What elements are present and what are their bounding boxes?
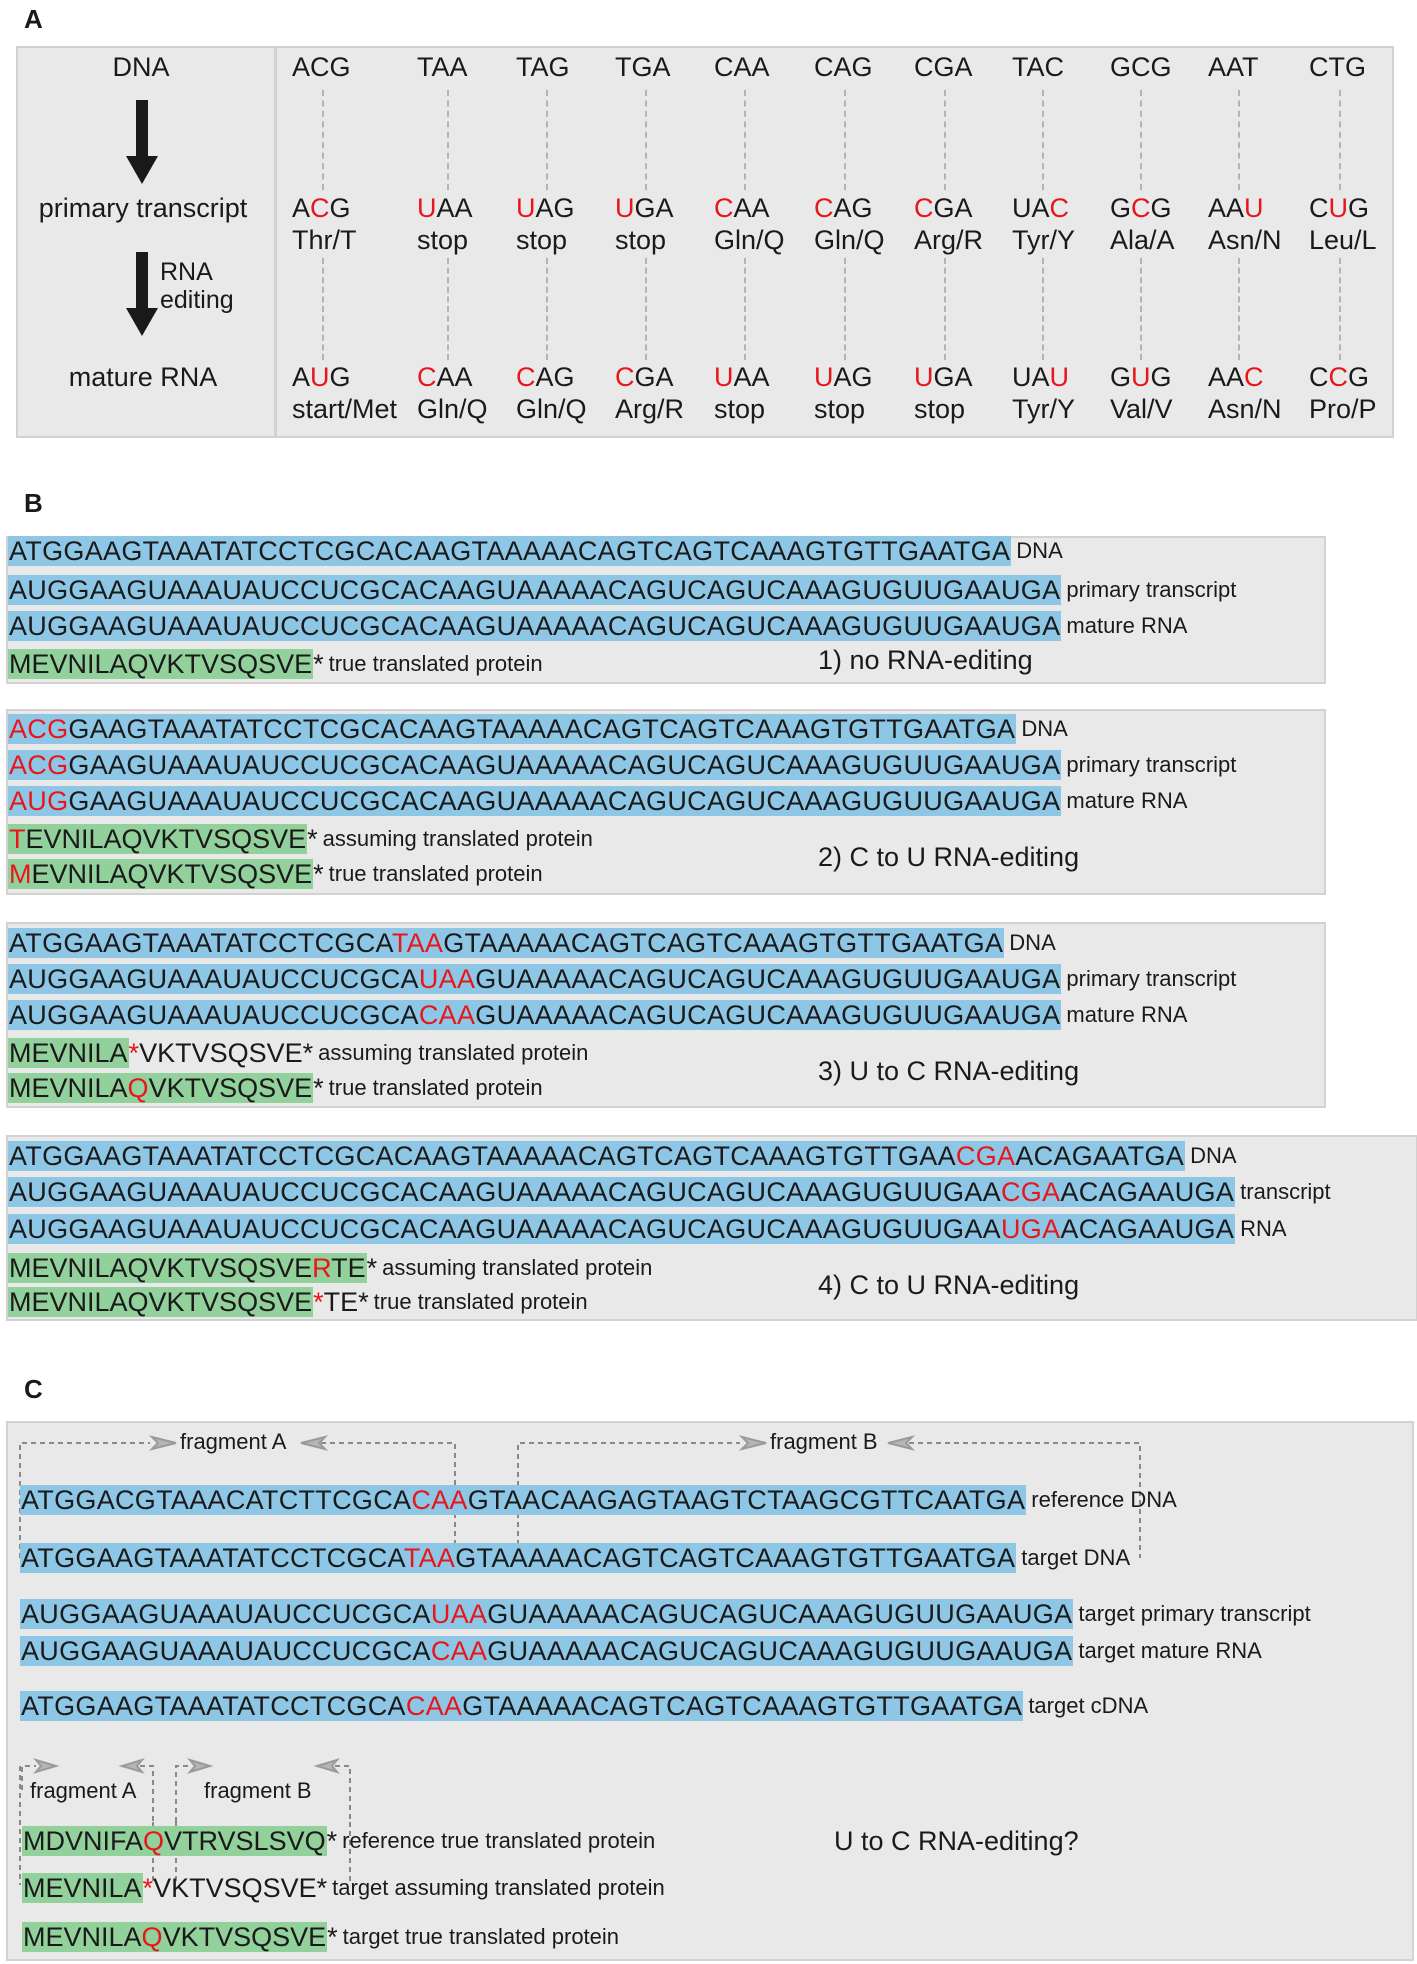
- row-label-mature-rna: mature RNA: [68, 362, 218, 392]
- protein-row-segment: EVNILAQVKTVSQSVE: [31, 859, 313, 889]
- protein-row-tail: *: [307, 824, 318, 854]
- protein-row-segment: TE: [331, 1253, 366, 1283]
- codon-mature-aa: stop: [714, 394, 766, 424]
- protein-row-label: true translated protein: [328, 651, 543, 676]
- sequence-row-segment: CAA: [405, 1691, 463, 1721]
- protein-row-segment: MEVNILAQVKTVSQSVE: [9, 1287, 313, 1317]
- sequence-row-segment: CGA: [955, 1141, 1016, 1171]
- protein-row-tail: *: [313, 1073, 324, 1103]
- codon-mature-part: U: [1049, 362, 1070, 392]
- codon-dna: TAG: [516, 52, 570, 82]
- sequence-row-segment: ACG: [9, 714, 69, 744]
- codon-mature-part: AA: [733, 362, 770, 392]
- codon-mature-aa: Asn/N: [1208, 394, 1282, 424]
- sequence-row-segment: ATGGAAGTAAATATCCTCGCA: [21, 1543, 404, 1573]
- sequence-row-label: target primary transcript: [1078, 1601, 1311, 1626]
- sequence-row-sequence: [20, 1691, 1023, 1721]
- case-title: 2) C to U RNA-editing: [818, 842, 1080, 872]
- codon-mature-aa: start/Met: [292, 394, 398, 424]
- codon-mature-part: UA: [1012, 362, 1050, 392]
- sequence-row-segment: AUGGAAGUAAAUAUCCUCGCACAAGUAAAAACAGUCAGUCAAAGUGUUGAA: [9, 1214, 1001, 1244]
- codon-primary-part: G: [1110, 193, 1132, 223]
- sequence-row-label: target mature RNA: [1078, 1638, 1262, 1663]
- codon-dna: TAC: [1012, 52, 1064, 82]
- codon-dna: CGA: [914, 52, 973, 82]
- codon-mature-part: C: [1244, 362, 1264, 392]
- protein-row-tail: *: [326, 1826, 338, 1856]
- fragment-a-label: fragment A: [180, 1429, 287, 1454]
- sequence-row-label: mature RNA: [1066, 613, 1188, 638]
- sequence-row-segment: GTAAAAACAGTCAGTCAAAGTGTTGAATGA: [455, 1543, 1016, 1573]
- codon-primary-aa: Leu/L: [1309, 225, 1377, 255]
- codon-mature-part: C: [417, 362, 437, 392]
- protein-row-tail: *: [366, 1253, 378, 1283]
- sequence-row-segment: GUAAAAACAGUCAGUCAAAGUGUUGAAUGA: [487, 1599, 1073, 1629]
- codon-primary-part: C: [714, 193, 734, 223]
- codon-mature-aa: Gln/Q: [516, 394, 587, 424]
- codon-dna: AAT: [1208, 52, 1259, 82]
- codon-primary-part: GA: [634, 193, 674, 223]
- codon-primary-part: U: [615, 193, 635, 223]
- codon-primary-part: U: [1328, 193, 1348, 223]
- codon-mature-aa: stop: [814, 394, 866, 424]
- protein-row-rest: VKTVSQSVE: [153, 1873, 317, 1903]
- codon-primary-part: AA: [733, 193, 770, 223]
- protein-row-segment: MEVNILA: [9, 1038, 128, 1068]
- sequence-row-segment: UAA: [418, 964, 476, 994]
- codon-primary-part: U: [417, 193, 437, 223]
- sequence-row-segment: GTAAAAACAGTCAGTCAAAGTGTTGAATGA: [443, 928, 1004, 958]
- sequence-row-segment: ATGGAAGTAAATATCCTCGCA: [21, 1691, 406, 1721]
- protein-row-label: true translated protein: [373, 1289, 588, 1314]
- protein-row-segment: M: [9, 859, 32, 889]
- protein-row-segment: VKTVSQSVE: [148, 1073, 313, 1103]
- codon-primary-part: C: [1049, 193, 1070, 223]
- protein-row-label: target assuming translated protein: [332, 1875, 665, 1900]
- protein-row: [22, 1826, 655, 1856]
- sequence-row-label: DNA: [1021, 716, 1068, 741]
- codon-mature-part: GA: [634, 362, 674, 392]
- sequence-row-segment: GUAAAAACAGUCAGUCAAAGUGUUGAAUGA: [475, 964, 1061, 994]
- codon-primary-aa: Ala/A: [1110, 225, 1175, 255]
- protein-row-label: target true translated protein: [342, 1924, 620, 1949]
- codon-mature-part: G: [1150, 362, 1172, 392]
- protein-row-rest: TE: [323, 1287, 359, 1317]
- sequence-row-segment: ATGGAAGTAAATATCCTCGCACAAGTAAAAACAGTCAGTCAAAGTGTTGAATGA: [9, 536, 1011, 566]
- sequence-row-segment: AUGGAAGUAAAUAUCCUCGCACAAGUAAAAACAGUCAGUCAAAGUGUUGAAUGA: [9, 575, 1061, 605]
- fragment-b-small-label: fragment B: [204, 1778, 312, 1803]
- fragment-a-small-label: fragment A: [30, 1778, 137, 1803]
- sequence-row-segment: AUGGAAGUAAAUAUCCUCGCACAAGUAAAAACAGUCAGUCAAAGUGUUGAAUGA: [9, 611, 1061, 641]
- sequence-row: [20, 1485, 1177, 1515]
- codon-primary-part: A: [292, 193, 311, 223]
- codon-primary-part: AA: [436, 193, 473, 223]
- protein-row-sequence: [22, 1922, 327, 1952]
- sequence-row-segment: AUGGAAGUAAAUAUCCUCGCA: [9, 1000, 419, 1030]
- protein-row-segment: VTRVSLSVQ: [164, 1826, 326, 1856]
- protein-row-segment: EVNILAQVKTVSQSVE: [25, 824, 307, 854]
- codon-dna: ACG: [292, 52, 351, 82]
- codon-mature-part: A: [292, 362, 311, 392]
- sequence-row-label: transcript: [1240, 1179, 1331, 1204]
- codon-primary-aa: Arg/R: [914, 225, 984, 255]
- panel-b-letter: B: [24, 488, 43, 518]
- sequence-row-segment: UGA: [1000, 1214, 1061, 1244]
- sequence-row-label: DNA: [1190, 1143, 1237, 1168]
- protein-row-segment: R: [312, 1253, 332, 1283]
- protein-row-segment: MEVNILA: [9, 1073, 128, 1103]
- codon-primary-part: C: [814, 193, 834, 223]
- codon-primary-part: AG: [833, 193, 873, 223]
- codon-primary-part: G: [1150, 193, 1172, 223]
- row-label-primary-transcript: primary transcript: [38, 193, 248, 223]
- protein-row-segment: MDVNIFA: [23, 1826, 144, 1856]
- codon-primary-aa: Thr/T: [292, 225, 357, 255]
- sequence-row-segment: CAA: [430, 1636, 488, 1666]
- protein-row: [22, 1922, 619, 1952]
- sequence-row-label: primary transcript: [1066, 752, 1237, 777]
- sequence-row-label: RNA: [1240, 1216, 1287, 1241]
- protein-row-segment: Q: [143, 1826, 165, 1856]
- codon-primary-part: U: [1244, 193, 1264, 223]
- protein-row-segment: Q: [127, 1073, 149, 1103]
- codon-mature-part: U: [714, 362, 734, 392]
- sequence-row-segment: AUGGAAGUAAAUAUCCUCGCACAAGUAAAAACAGUCAGUCAAAGUGUUGAA: [9, 1177, 1001, 1207]
- sequence-row-segment: GUAAAAACAGUCAGUCAAAGUGUUGAAUGA: [475, 1000, 1061, 1030]
- panel-c-letter: C: [24, 1374, 43, 1404]
- protein-row-tail: *: [358, 1287, 369, 1317]
- codon-primary-part: C: [310, 193, 330, 223]
- sequence-row-sequence: [20, 1599, 1073, 1629]
- protein-row-segment: MEVNILAQVKTVSQSVE: [9, 649, 313, 679]
- codon-mature-part: GA: [933, 362, 973, 392]
- sequence-row-segment: ACAGAAUGA: [1060, 1214, 1235, 1244]
- sequence-row-segment: GAAGUAAAUAUCCUCGCACAAGUAAAAACAGUCAGUCAAAGUGUUGAAUGA: [68, 786, 1061, 816]
- fragment-b-label: fragment B: [770, 1429, 878, 1454]
- protein-row-label: assuming translated protein: [322, 826, 593, 851]
- codon-primary-part: C: [1309, 193, 1329, 223]
- protein-row-label: assuming translated protein: [382, 1255, 653, 1280]
- codon-mature-part: AG: [535, 362, 575, 392]
- protein-row-segment: MEVNILAQVKTVSQSVE: [9, 1253, 313, 1283]
- protein-row-segment: VKTVSQSVE: [162, 1922, 327, 1952]
- codon-primary-aa: stop: [417, 225, 469, 255]
- codon-dna: TGA: [615, 52, 671, 82]
- codon-primary-aa: Gln/Q: [814, 225, 885, 255]
- codon-primary-part: GA: [933, 193, 973, 223]
- codon-primary-part: G: [1348, 193, 1370, 223]
- codon-primary-aa: Gln/Q: [714, 225, 785, 255]
- sequence-row: [20, 1636, 1262, 1666]
- codon-mature-part: U: [914, 362, 934, 392]
- protein-row-stop: *: [128, 1038, 140, 1068]
- sequence-row-segment: CAA: [411, 1485, 468, 1515]
- sequence-row-segment: AUG: [9, 786, 69, 816]
- codon-dna: CTG: [1309, 52, 1366, 82]
- sequence-row-sequence: [20, 1485, 1026, 1515]
- sequence-row-label: reference DNA: [1031, 1487, 1177, 1512]
- sequence-row-segment: GAAGUAAAUAUCCUCGCACAAGUAAAAACAGUCAGUCAAAGUGUUGAAUGA: [68, 750, 1061, 780]
- sequence-row-segment: AUGGAAGUAAAUAUCCUCGCA: [9, 964, 419, 994]
- codon-primary-part: G: [329, 193, 351, 223]
- sequence-row-segment: TAA: [403, 1543, 456, 1573]
- codon-primary-aa: Asn/N: [1208, 225, 1282, 255]
- protein-row-label: true translated protein: [328, 1075, 543, 1100]
- protein-row-tail: *: [313, 649, 324, 679]
- codon-dna: CAG: [814, 52, 873, 82]
- codon-dna: CAA: [714, 52, 770, 82]
- codon-mature-part: C: [1309, 362, 1329, 392]
- protein-row-sequence: [22, 1873, 143, 1903]
- protein-row-stop: *: [313, 1287, 324, 1317]
- sequence-row: [20, 1599, 1311, 1629]
- protein-row-label: reference true translated protein: [342, 1828, 656, 1853]
- sequence-row-label: primary transcript: [1066, 577, 1237, 602]
- codon-mature-part: AA: [436, 362, 473, 392]
- sequence-row-sequence: [20, 1636, 1073, 1666]
- sequence-row-segment: ATGGACGTAAACATCTTCGCA: [21, 1485, 412, 1515]
- codon-mature-part: U: [1131, 362, 1151, 392]
- protein-row: [22, 1873, 665, 1903]
- sequence-row-segment: UAA: [430, 1599, 488, 1629]
- sequence-row: [20, 1691, 1148, 1721]
- sequence-row-segment: ACG: [9, 750, 69, 780]
- codon-mature-part: AG: [833, 362, 873, 392]
- codon-mature-part: G: [1110, 362, 1132, 392]
- protein-row-tail: *: [316, 1873, 328, 1903]
- codon-primary-part: C: [914, 193, 934, 223]
- protein-row-sequence: [22, 1826, 327, 1856]
- codon-primary-part: C: [1131, 193, 1151, 223]
- sequence-row-segment: AUGGAAGUAAAUAUCCUCGCA: [21, 1636, 431, 1666]
- protein-row-label: true translated protein: [328, 861, 543, 886]
- question-label: U to C RNA-editing?: [834, 1826, 1079, 1856]
- sequence-row-segment: ACAGAAUGA: [1060, 1177, 1235, 1207]
- protein-row-segment: MEVNILA: [23, 1922, 142, 1952]
- protein-row-label: assuming translated protein: [318, 1040, 589, 1065]
- codon-primary-part: U: [516, 193, 536, 223]
- protein-row-segment: T: [9, 824, 26, 854]
- sequence-row-label: target cDNA: [1028, 1693, 1149, 1718]
- sequence-row-segment: TAA: [391, 928, 444, 958]
- codon-mature-aa: stop: [914, 394, 966, 424]
- codon-mature-part: C: [516, 362, 536, 392]
- sequence-row-label: DNA: [1016, 538, 1063, 563]
- sequence-row-segment: CAA: [418, 1000, 476, 1030]
- protein-row-stop: *: [142, 1873, 154, 1903]
- codon-primary-aa: Tyr/Y: [1012, 225, 1076, 255]
- sequence-row-segment: GTAACAAGAGTAAGTCTAAGCGTTCAATGA: [467, 1485, 1026, 1515]
- codon-primary-part: AA: [1208, 193, 1245, 223]
- sequence-row: [20, 1543, 1130, 1573]
- protein-row-tail: *: [302, 1038, 314, 1068]
- sequence-row-label: mature RNA: [1066, 1002, 1188, 1027]
- codon-dna: TAA: [417, 52, 468, 82]
- row-label-dna: DNA: [112, 52, 170, 82]
- codon-dna: GCG: [1110, 52, 1172, 82]
- sequence-row-segment: CGA: [1000, 1177, 1061, 1207]
- sequence-row-label: primary transcript: [1066, 966, 1237, 991]
- codon-mature-part: AA: [1208, 362, 1245, 392]
- sequence-row-segment: ACAGAATGA: [1015, 1141, 1185, 1171]
- protein-row-segment: MEVNILA: [23, 1873, 142, 1903]
- sequence-row-segment: GTAAAAACAGTCAGTCAAAGTGTTGAATGA: [462, 1691, 1023, 1721]
- sequence-row-label: DNA: [1009, 930, 1056, 955]
- sequence-row-label: mature RNA: [1066, 788, 1188, 813]
- codon-mature-part: G: [1348, 362, 1370, 392]
- protein-row-tail: *: [313, 859, 324, 889]
- codon-mature-aa: Val/V: [1110, 394, 1173, 424]
- codon-mature-part: G: [329, 362, 351, 392]
- sequence-row-segment: ATGGAAGTAAATATCCTCGCACAAGTAAAAACAGTCAGTCAAAGTGTTGAA: [9, 1141, 956, 1171]
- codon-mature-part: C: [1328, 362, 1348, 392]
- codon-primary-aa: stop: [516, 225, 568, 255]
- sequence-row-segment: GAAGTAAATATCCTCGCACAAGTAAAAACAGTCAGTCAAAGTGTTGAATGA: [68, 714, 1016, 744]
- sequence-row-segment: AUGGAAGUAAAUAUCCUCGCA: [21, 1599, 431, 1629]
- rna-editing-label-line2: editing: [160, 286, 234, 314]
- protein-row-rest: VKTVSQSVE: [139, 1038, 303, 1068]
- codon-mature-part: U: [310, 362, 330, 392]
- codon-primary-part: UA: [1012, 193, 1050, 223]
- codon-primary-aa: stop: [615, 225, 667, 255]
- codon-mature-part: C: [615, 362, 635, 392]
- codon-mature-aa: Pro/P: [1309, 394, 1377, 424]
- codon-mature-part: U: [814, 362, 834, 392]
- sequence-row-segment: GUAAAAACAGUCAGUCAAAGUGUUGAAUGA: [487, 1636, 1073, 1666]
- sequence-row-label: target DNA: [1021, 1545, 1131, 1570]
- case-title: 3) U to C RNA-editing: [818, 1056, 1080, 1086]
- sequence-row-sequence: [20, 1543, 1016, 1573]
- protein-row-segment: Q: [141, 1922, 163, 1952]
- protein-row-tail: *: [327, 1922, 338, 1952]
- codon-mature-aa: Tyr/Y: [1012, 394, 1076, 424]
- codon-primary-part: AG: [535, 193, 575, 223]
- case-title: 4) C to U RNA-editing: [818, 1270, 1080, 1300]
- case-title: 1) no RNA-editing: [818, 645, 1033, 675]
- codon-mature-aa: Gln/Q: [417, 394, 488, 424]
- sequence-row-segment: ATGGAAGTAAATATCCTCGCA: [9, 928, 392, 958]
- rna-editing-label-line1: RNA: [160, 258, 213, 286]
- panel-a-letter: A: [24, 4, 43, 34]
- codon-mature-aa: Arg/R: [615, 394, 685, 424]
